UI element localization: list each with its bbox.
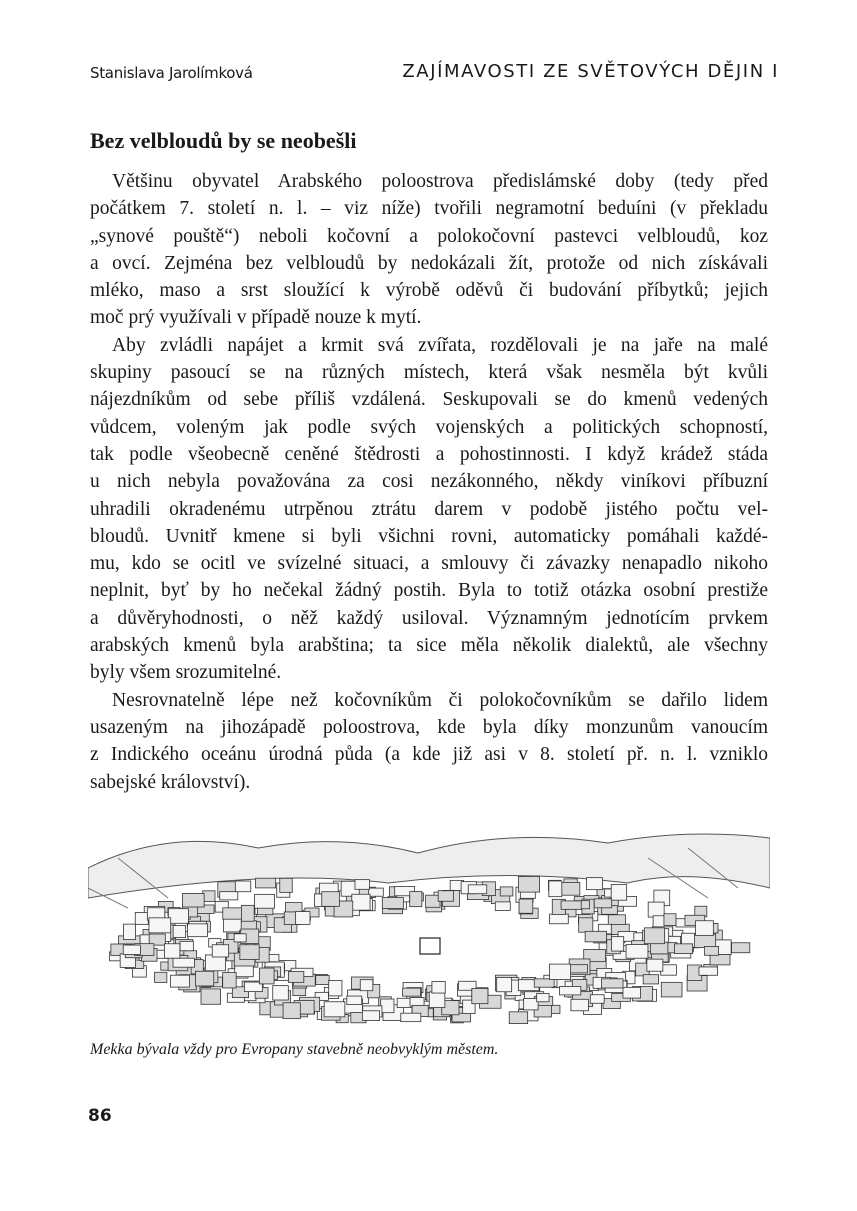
building-sketch: [410, 998, 424, 1007]
building-sketch: [322, 892, 340, 907]
building-sketch: [212, 945, 228, 957]
building-sketch: [381, 999, 394, 1013]
building-sketch: [732, 943, 750, 953]
building-sketch: [664, 914, 676, 926]
building-sketch: [316, 975, 329, 984]
building-sketch: [296, 912, 310, 925]
text-line: vůdcem, voleným jak podle svých vojenských a politických schopností,: [90, 416, 768, 438]
building-sketch: [561, 901, 581, 909]
building-sketch: [255, 878, 275, 888]
text-line: byly všem srozumitelné.: [90, 662, 282, 684]
building-sketch: [500, 887, 513, 896]
building-sketch: [695, 921, 713, 936]
text-line: mu, kdo se ocitl ve svízelné situaci, a smlouvy či závazky nenapadlo nikoho: [90, 553, 768, 575]
building-sketch: [362, 1011, 379, 1021]
building-sketch: [273, 986, 289, 1000]
building-sketch: [235, 965, 254, 977]
building-sketch: [135, 912, 148, 924]
building-sketch: [432, 982, 445, 994]
building-sketch: [259, 968, 274, 984]
building-sketch: [626, 945, 648, 959]
building-sketch: [648, 902, 664, 917]
building-sketch: [168, 909, 188, 924]
text-line: nájezdníkům od sebe příliš vzdálená. Seskupovali se do kmenů vedených: [90, 389, 768, 411]
building-sketch: [468, 885, 486, 894]
building-sketch: [590, 995, 604, 1004]
building-sketch: [643, 975, 658, 984]
building-sketch: [201, 989, 221, 1004]
building-sketch: [241, 905, 254, 921]
building-sketch: [518, 876, 539, 892]
building-sketch: [223, 973, 236, 988]
text-line: „synové pouště“) neboli kočovní a polokočovní pastevci velbloudů, koz: [90, 225, 768, 247]
building-sketch: [360, 980, 373, 991]
building-sketch: [241, 921, 256, 930]
building-sketch: [438, 891, 453, 902]
text-line: bloudů. Uvnitř kmene si byli všichni rovni, automaticky pomáhali každé-: [90, 525, 768, 547]
building-sketch: [369, 888, 384, 896]
building-sketch: [183, 893, 205, 907]
building-sketch: [382, 898, 403, 909]
building-sketch: [561, 882, 580, 895]
building-sketch: [288, 972, 303, 983]
text-line: neplnit, byť by ho nečekal žádný postih. Byla to totiž otázka osobní prestiže: [90, 580, 768, 602]
building-sketch: [123, 945, 140, 954]
text-line: tak podle všeobecně ceněné štědrosti a pohostinnosti. I když krádež stáda: [90, 443, 768, 465]
building-sketch: [280, 878, 292, 892]
building-sketch: [352, 894, 370, 910]
building-sketch: [324, 1002, 345, 1017]
building-sketch: [509, 1012, 527, 1024]
building-sketch: [675, 944, 693, 954]
building-sketch: [524, 998, 538, 1009]
building-sketch: [429, 992, 445, 1008]
text-line: mléko, maso a srst sloužící k výrobě oděvů či budování příbytků; jejich: [90, 280, 768, 302]
building-sketch: [549, 881, 562, 897]
building-sketch: [579, 918, 593, 932]
building-sketch: [537, 993, 549, 1001]
building-sketch: [534, 979, 554, 987]
building-sketch: [571, 999, 589, 1010]
kaaba-icon: [420, 938, 440, 954]
text-line: Nesrovnatelně lépe než kočovníkům či polokočovníkům se dařilo lidem: [112, 689, 768, 711]
building-sketch: [472, 988, 488, 1003]
text-line: arabských kmenů byla arabština; ta sice měla několik dialektů, ale všechny: [90, 635, 768, 657]
building-sketch: [355, 880, 369, 890]
building-sketch: [180, 941, 193, 950]
building-sketch: [594, 899, 611, 908]
building-sketch: [585, 931, 606, 942]
text-line: skupiny pasoucí se na různých místech, která však nesměla být kvůli: [90, 362, 768, 384]
text-line: Většinu obyvatel Arabského poloostrova předislámské doby (tedy před: [112, 171, 768, 192]
building-sketch: [164, 944, 179, 958]
building-sketch: [587, 878, 603, 890]
page-number: 86: [88, 1106, 112, 1126]
building-sketch: [347, 996, 362, 1005]
text-line: Aby zvládli napájet a krmit svá zvířata, rozdělovali je na jaře na malé: [112, 334, 768, 356]
building-sketch: [647, 959, 663, 971]
building-sketch: [235, 881, 250, 892]
text-line: a ovcí. Zejména bez velbloudů by nedokázali žít, protože od nich získávali: [90, 252, 768, 274]
running-header-book-title: ZAJÍMAVOSTI ZE SVĚTOVÝCH DĚJIN I: [402, 61, 779, 82]
building-sketch: [550, 914, 569, 924]
building-sketch: [608, 915, 625, 925]
running-header-author: Stanislava Jarolímková: [90, 64, 253, 82]
building-sketch: [601, 979, 623, 988]
building-sketch: [283, 1003, 300, 1019]
building-sketch: [549, 964, 570, 979]
mecca-illustration: [88, 828, 770, 1026]
building-sketch: [410, 892, 422, 907]
text-line: u nich nebyla považována za cosi nezákonného, někdy viníkovi příbuzní: [90, 471, 768, 493]
building-sketch: [705, 946, 719, 955]
building-sketch: [623, 987, 641, 998]
building-sketch: [497, 977, 512, 991]
building-sketch: [223, 908, 243, 919]
figure-caption: Mekka bývala vždy pro Evropany stavebně neobvyklým městem.: [90, 1041, 499, 1058]
building-sketch: [255, 894, 275, 908]
building-sketch: [403, 988, 421, 996]
text-line: sabejské království).: [90, 771, 251, 793]
building-sketch: [329, 981, 342, 996]
text-line: uhradili okradenému utrpěnou ztrátu darem v podobě jistého počtu vel-: [90, 498, 768, 520]
building-sketch: [699, 967, 718, 975]
building-sketch: [123, 924, 135, 939]
building-sketch: [220, 892, 238, 900]
building-sketch: [240, 945, 259, 960]
building-sketch: [519, 899, 533, 913]
building-sketch: [560, 987, 581, 995]
building-sketch: [611, 885, 626, 901]
building-sketch: [234, 934, 246, 942]
building-sketch: [149, 918, 171, 933]
text-line: počátkem 7. století n. l. – viz níže) tvořili negramotní beduíni (v překladu: [90, 198, 768, 220]
building-sketch: [644, 928, 664, 944]
building-sketch: [695, 934, 716, 948]
building-sketch: [710, 955, 730, 965]
building-sketch: [173, 958, 194, 967]
building-sketch: [188, 924, 208, 937]
body-text: [90, 168, 768, 796]
text-line: moč prý využívali v případě nouze k mytí.: [90, 307, 422, 329]
text-line: z Indického oceánu úrodná půda (a kde již asi v 8. století př. n. l. vzniklo: [90, 744, 768, 766]
text-line: a důvěryhodnosti, o něž každý usiloval. Významným jednotícím prvkem: [90, 607, 768, 629]
building-sketch: [155, 972, 167, 982]
building-sketch: [661, 982, 682, 997]
building-sketch: [495, 902, 510, 911]
text-line: usazeným na jihozápadě poloostrova, kde byla díky monzunům vanoucím: [90, 716, 768, 738]
building-sketch: [173, 926, 186, 938]
building-sketch: [170, 975, 189, 987]
building-sketch: [612, 937, 624, 951]
building-sketch: [401, 1013, 421, 1021]
section-title: Bez velbloudů by se neobešli: [90, 128, 357, 153]
building-sketch: [196, 971, 214, 986]
